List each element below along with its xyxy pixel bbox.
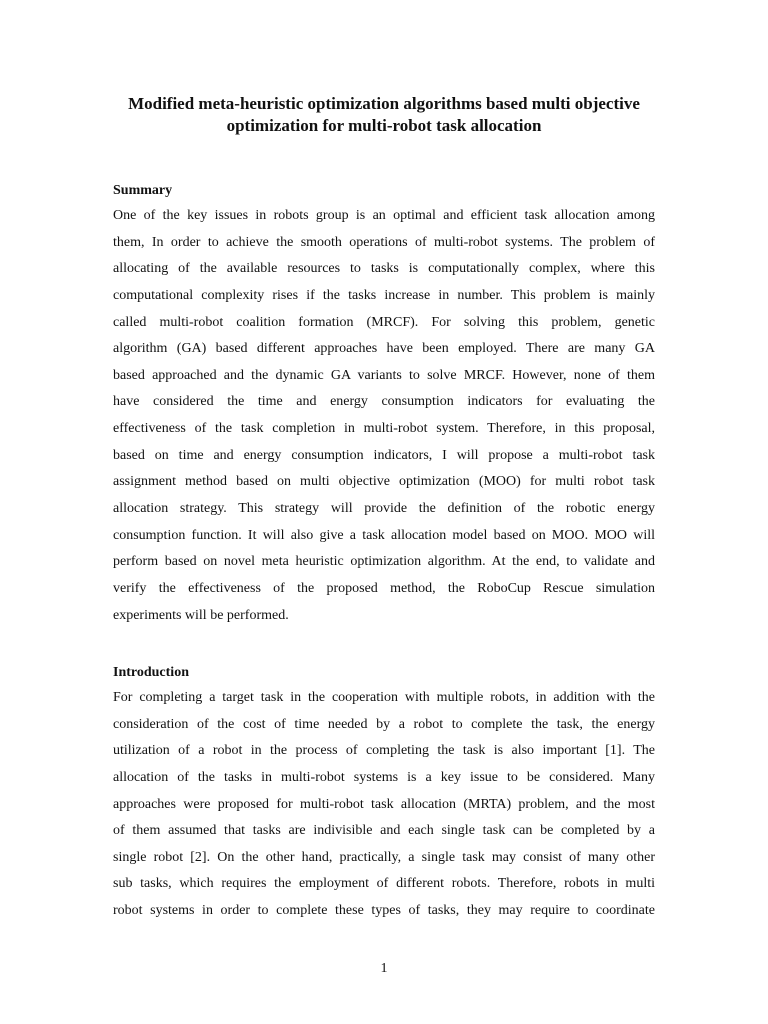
summary-paragraph [113, 207, 655, 633]
introduction-heading: Introduction [113, 665, 189, 680]
title-line: Modified meta-heuristic optimization algorithms based multi objective [128, 94, 640, 113]
paragraph-line: based approached and the dynamic GA variants to solve MRCF. However, none of them [113, 367, 655, 383]
summary-heading: Summary [113, 183, 173, 198]
paragraph-line: One of the key issues in robots group is an optimal and efficient task allocation among [113, 208, 655, 223]
paragraph-line: For completing a target task in the cooperation with multiple robots, in addition with the [113, 690, 655, 705]
paragraph-line: of them assumed that tasks are indivisible and each single task can be completed by a [113, 823, 655, 839]
paragraph-line: utilization of a robot in the process of completing the task is also important [1]. The [113, 743, 655, 759]
paragraph-line: robot systems in order to complete these types of tasks, they may require to coordinate [113, 903, 655, 919]
paragraph-line: perform based on novel meta heuristic optimization algorithm. At the end, to validate and [113, 554, 655, 570]
paragraph-line: approaches were proposed for multi-robot task allocation (MRTA) problem, and the most [113, 796, 655, 812]
paragraph-line: have considered the time and energy consumption indicators for evaluating the [113, 394, 655, 410]
title-line: optimization for multi-robot task allocation [226, 116, 542, 135]
introduction-paragraph [113, 689, 655, 929]
paragraph-line: effectiveness of the task completion in multi-robot system. Therefore, in this proposal, [113, 421, 655, 437]
paragraph-line: consideration of the cost of time needed by a robot to complete the task, the energy [113, 716, 655, 732]
paragraph-line: based on time and energy consumption indicators, I will propose a multi-robot task [113, 447, 655, 463]
paragraph-line: consumption function. It will also give a task allocation model based on MOO. MOO will [113, 527, 655, 543]
paragraph-line: them, In order to achieve the smooth operations of multi-robot systems. The problem of [113, 234, 655, 250]
paragraph-line: sub tasks, which requires the employment of different robots. Therefore, robots in multi [113, 876, 655, 892]
paragraph-line: algorithm (GA) based different approaches have been employed. There are many GA [113, 341, 655, 357]
paragraph-line: experiments will be performed. [113, 607, 289, 623]
paragraph-line: single robot [2]. On the other hand, practically, a single task may consist of many other [113, 849, 655, 865]
paragraph-line: allocation strategy. This strategy will provide the definition of the robotic energy [113, 501, 655, 517]
paragraph-line: computational complexity rises if the tasks increase in number. This problem is mainly [113, 287, 655, 303]
page-number: 1 [380, 961, 388, 976]
paragraph-line: verify the effectiveness of the proposed method, the RoboCup Rescue simulation [113, 580, 655, 596]
paragraph-line: called multi-robot coalition formation (MRCF). For solving this problem, genetic [113, 314, 655, 330]
paragraph-line: allocating of the available resources to tasks is computationally complex, where this [113, 261, 655, 277]
paragraph-line: assignment method based on multi objective optimization (MOO) for multi robot task [113, 474, 655, 490]
paper-title [96, 93, 672, 137]
paragraph-line: allocation of the tasks in multi-robot systems is a key issue to be considered. Many [113, 769, 655, 785]
